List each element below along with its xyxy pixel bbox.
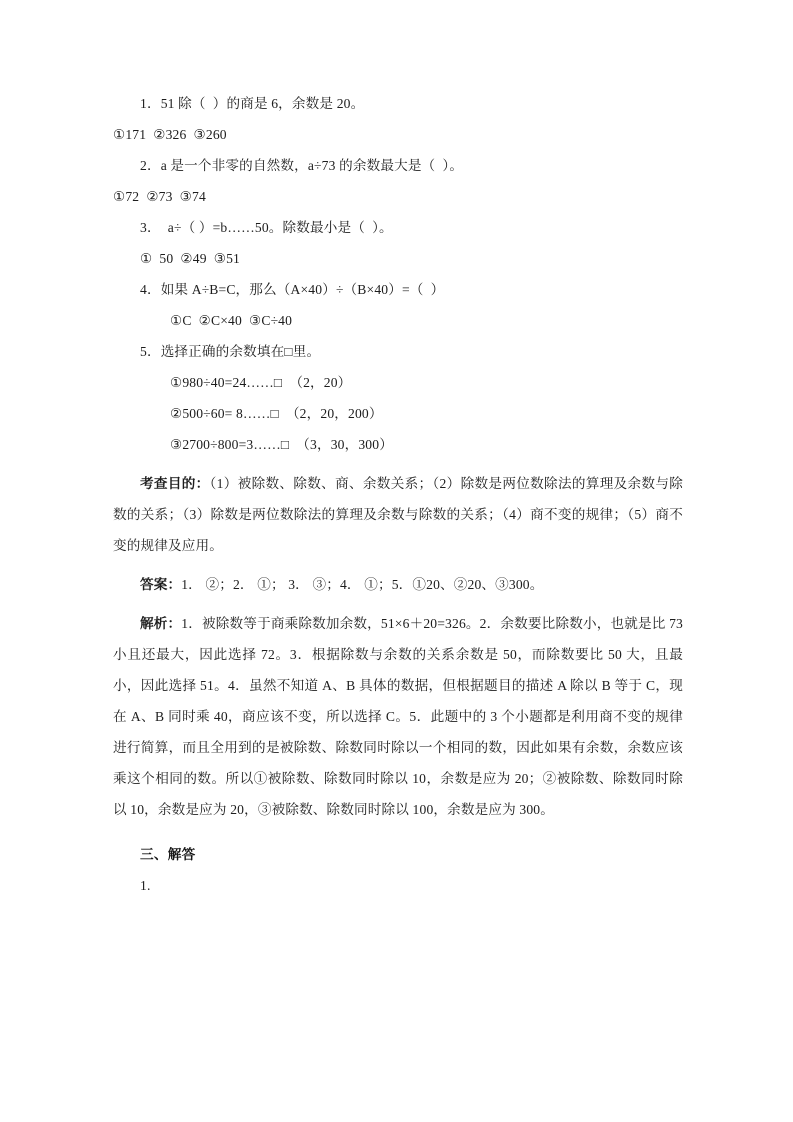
answers-paragraph xyxy=(113,569,683,600)
spacer xyxy=(113,561,683,569)
answers-label: 答案： xyxy=(140,577,182,592)
question-3-stem: 3． a÷（ ）=b……50。除数最小是（ ）。 xyxy=(140,220,393,235)
spacer xyxy=(113,600,683,608)
document-content xyxy=(113,88,683,901)
question-2-stem: 2．a 是一个非零的自然数，a÷73 的余数最大是（ ）。 xyxy=(140,158,464,173)
purpose-text: （1）被除数、除数、商、余数关系；（2）除数是两位数除法的算理及余数与除数的关系；（3）除数是两位数除法的算理及余数与除数的关系；（4）商不变的规律；（5）商不变的规律及应用。 xyxy=(113,476,683,553)
answers-text: 1． ②；2． ①； 3． ③；4． ①；5．①20、②20、③300。 xyxy=(181,577,544,592)
analysis-label: 解析： xyxy=(140,616,182,631)
question-4-options: ①C ②C×40 ③C÷40 xyxy=(170,313,293,328)
question-5-stem: 5．选择正确的余数填在□里。 xyxy=(140,344,321,359)
purpose-paragraph xyxy=(113,468,683,561)
purpose-label: 考查目的： xyxy=(140,476,210,491)
section-heading: 三、解答 xyxy=(140,847,196,862)
analysis-paragraph xyxy=(113,608,683,825)
section-item-1: 1. xyxy=(140,878,151,893)
analysis-text: 1．被除数等于商乘除数加余数，51×6＋20=326。2．余数要比除数小，也就是比 73 小且还最大，因此选择 72。3．根据除数与余数的关系余数是 50，而除数要比 50 大，且最小，因此选择 51。4．虽然不知道 A、B 具体的数据，但根据题目的描述 A 除以 B 等于 C，现在 A、B 同时乘 40，商应该不变，所以选择 C。5．此题中的 3 个小题都是利用商不变的规律进行简算，而且全用到的是被除数、除数同时除以一个相同的数，因此如果有余数，余数应该乘这个相同的数。所以①被除数、除数同时除以 10，余数是应为 20；②被除数、除数同时除以 10，余数是应为 20，③被除数、除数同时除以 100，余数是应为 300。 xyxy=(113,616,683,817)
question-1-stem: 1．51 除（ ）的商是 6，余数是 20。 xyxy=(140,96,365,111)
spacer xyxy=(113,460,683,468)
question-5-subitem-2: ②500÷60= 8……□ （2，20，200） xyxy=(170,406,383,421)
question-5-subitem-3: ③2700÷800=3……□ （3，30，300） xyxy=(170,437,393,452)
question-5-subitem-1: ①980÷40=24……□ （2，20） xyxy=(170,375,352,390)
question-4-stem: 4．如果 A÷B=C，那么（A×40）÷（B×40）=（ ） xyxy=(140,282,445,297)
question-1-options: ①171 ②326 ③260 xyxy=(113,127,227,142)
question-3-options: ① 50 ②49 ③51 xyxy=(140,251,240,266)
spacer xyxy=(113,825,683,839)
question-2-options: ①72 ②73 ③74 xyxy=(113,189,206,204)
